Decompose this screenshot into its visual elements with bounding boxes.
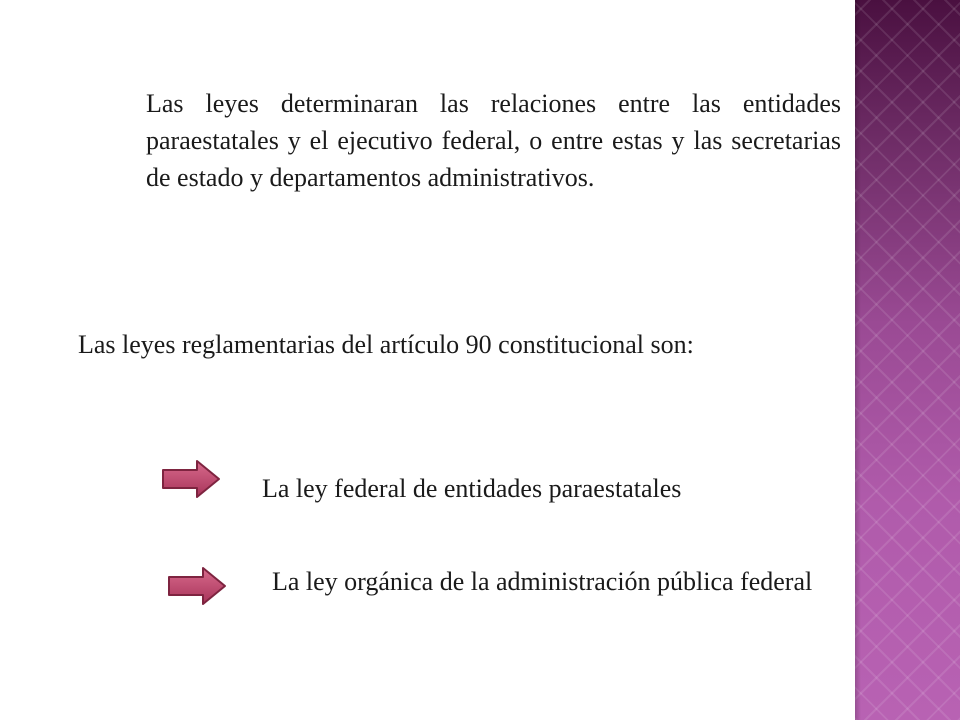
main-paragraph: Las leyes determinaran las relaciones entre las entidades paraestatales y el ejecutivo federal, o entre estas y las secretarias de estado y departamentos administrativos.	[146, 89, 841, 192]
laws-intro: Las leyes reglamentarias del artículo 90 constitucional son:	[78, 330, 694, 359]
right-arrow-icon	[161, 459, 221, 499]
right-arrow-icon	[167, 566, 227, 606]
law-item-federal-entidades: La ley federal de entidades paraestatales	[262, 474, 682, 503]
law-item-organica-administracion: La ley orgánica de la administración pública federal	[272, 567, 813, 596]
